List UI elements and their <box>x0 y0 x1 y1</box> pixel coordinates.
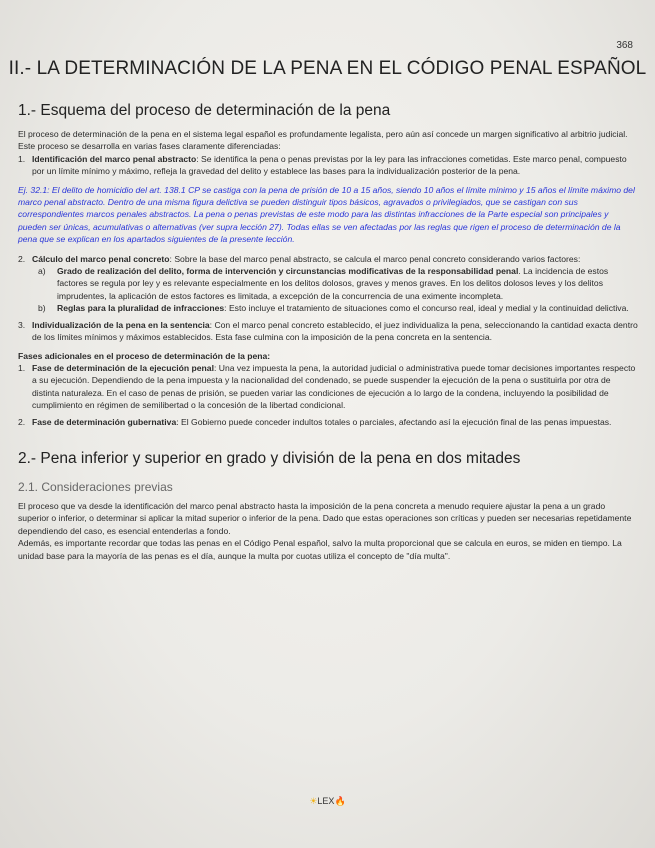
item-title: Grado de realización del delito, forma de intervención y circunstancias modificativas de la responsabilidad penal <box>57 266 519 277</box>
footer-label: LEX <box>317 796 335 806</box>
phase-list-cont <box>18 253 638 344</box>
additional-heading-text: Fases adicionales en el proceso de determinación de la pena: <box>18 350 271 361</box>
additional-phases-heading <box>18 350 638 362</box>
footer-logo <box>0 796 655 807</box>
item-title: Cálculo del marco penal concreto <box>32 253 170 264</box>
section1-heading: 1.- Esquema del proceso de determinación de la pena <box>18 102 391 119</box>
sub-list <box>32 265 638 315</box>
section2-heading: 2.- Pena inferior y superior en grado y división de la pena en dos mitades <box>18 449 521 467</box>
sub-list-item <box>32 302 638 314</box>
list-item <box>18 362 638 412</box>
list-number: 1. <box>18 153 26 164</box>
list-letter: b) <box>38 303 46 314</box>
page-title: II.- LA DETERMINACIÓN DE LA PENA EN EL CÓDIGO PENAL ESPAÑOL <box>8 58 647 79</box>
section2-subheading: 2.1. Consideraciones previas <box>18 479 173 494</box>
section2-paragraph-2: Además, es importante recordar que todas las penas en el Código Penal español, salvo la multa proporcional que se calcula en euros, se miden en tiempo. La unidad base para la mayoría de las penas es el día, aunque la multa por cuotas utiliza el concepto de "día multa". <box>18 538 622 561</box>
item-text: : Con el marco penal concreto establecido, el juez individualiza la pena, seleccionando la cantidad exacta dentro de los límites mínimos y máximos establecidos. Esta fase culmina con la imposición de la pena concreta en la sentencia. <box>32 319 638 343</box>
list-item <box>18 416 638 428</box>
item-text: : El Gobierno puede conceder indultos totales o parciales, afectando así la ejecución final de las penas impuestas. <box>176 416 612 427</box>
item-text: : Sobre la base del marco penal abstracto, se calcula el marco penal concreto considerando varios factores: <box>169 253 581 264</box>
sun-icon: ☀ <box>309 796 318 806</box>
section1-intro: El proceso de determinación de la pena en el sistema legal español es profundamente legalista, pero aún así concede un margen significativo al arbitrio judicial. Este proceso se desarrolla en varias fases claramente diferenciadas: <box>18 129 628 152</box>
item-title: Fase de determinación de la ejecución penal <box>32 362 214 373</box>
page-number: 368 <box>616 40 633 51</box>
list-item <box>18 253 638 315</box>
list-number: 3. <box>18 319 26 330</box>
list-letter: a) <box>38 266 46 277</box>
item-text: : Esto incluye el tratamiento de situaciones como el concurso real, ideal y medial y la continuidad delictiva. <box>224 303 629 314</box>
list-item <box>18 319 638 344</box>
item-text: : Se identifica la pena o penas previstas por la ley para las infracciones cometidas. Este marco penal, compuesto por un límite mínimo y máximo, refleja la gravedad del delito y establece las bases para la individualización posterior de la pena. <box>32 153 627 177</box>
item-title: Fase de determinación gubernativa <box>32 416 177 427</box>
sub-list-item <box>32 265 638 302</box>
item-text: : Una vez impuesta la pena, la autoridad judicial o administrativa puede tomar decisiones importantes respecto a su ejecución. Dependiendo de la pena impuesta y la nacionalidad del condenado, se puede suspender la ejecución de la pena o sustituirla por otra de distinta naturaleza. En el caso de penas de prisión, se pueden variar las condiciones de ejecución a lo largo de la condena, incluyendo la posibilidad de cumplimiento en régimen de semilibertad o la concesión de la libertad condicional. <box>32 362 636 411</box>
item-title: Reglas para la pluralidad de infracciones <box>57 303 225 314</box>
phase-list <box>18 153 638 178</box>
additional-phase-list <box>18 362 638 428</box>
list-item <box>18 153 638 178</box>
list-number: 1. <box>18 362 26 373</box>
example-text: Ej. 32.1: El delito de homicidio del art. 138.1 CP se castiga con la pena de prisión de 10 a 15 años, siendo 10 años el límite mínimo y 15 años el límite máximo del marco penal abstracto. Dentro de una misma figura delictiva se pueden distinguir tipos básicos, agravados o privilegiados, que se castigan con sus correspondientes marcos penales abstractos. La pena o penas previstas de este modo para las distintas infracciones de la Parte especial son principales y pueden ser únicas, acumulativas o alternativas (ver supra lección 27). Todas ellas se ven afectadas por las reglas que rigen el proceso de determinación de la pena que se explican en los apartados siguientes de la presente lección. <box>18 184 635 245</box>
item-title: Identificación del marco penal abstracto <box>32 153 197 164</box>
list-number: 2. <box>18 416 26 427</box>
list-number: 2. <box>18 253 26 264</box>
item-text: . La incidencia de estos factores se regula por ley y es relevante especialmente en los delitos dolosos, graves y menos graves. En los delitos dolosos leves y los delitos imprudentes, la aplicación de estos factores es limitada, a excepción de la concurrencia de una eximente incompleta. <box>57 266 609 301</box>
section2-paragraph-1: El proceso que va desde la identificación del marco penal abstracto hasta la imposición de la pena concreta a menudo requiere ajustar la pena a un grado superior o inferior, o determinar si aplicar la mitad superior o inferior de la pena. Dado que estas operaciones son críticas y pueden ser necesarias repetidamente dependiendo del caso, es esencial entenderlas a fondo. <box>18 500 632 536</box>
content <box>18 102 638 562</box>
flame-icon: 🔥 <box>334 796 346 806</box>
item-title: Individualización de la pena en la sentencia <box>32 319 210 330</box>
